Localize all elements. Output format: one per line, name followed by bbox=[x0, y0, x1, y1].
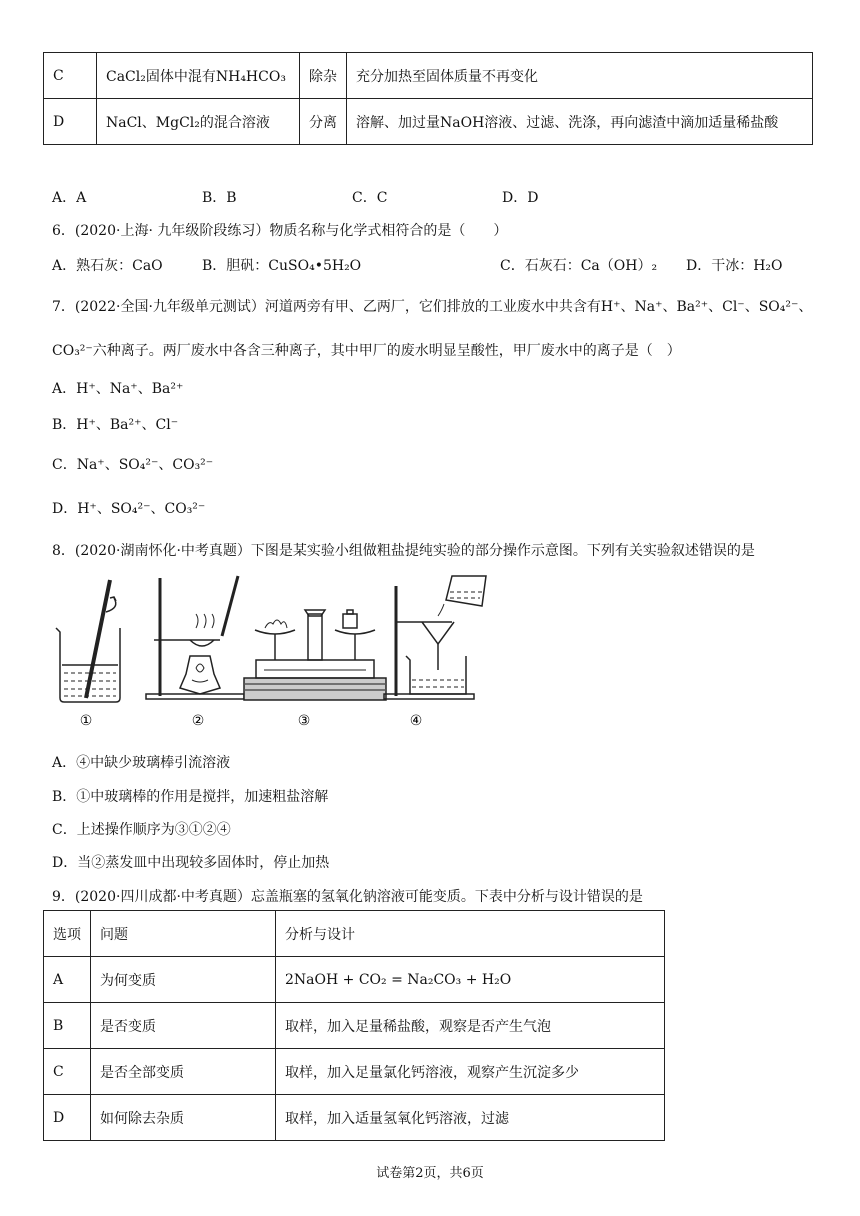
q9-table bbox=[43, 910, 665, 1141]
filtration-illustration bbox=[384, 576, 486, 699]
option-a[interactable]: A．熟石灰：CaO bbox=[52, 258, 163, 274]
row-type: 除杂 bbox=[300, 53, 347, 99]
option-c[interactable]: C．石灰石：Ca（OH）₂ bbox=[500, 258, 658, 274]
evaporation-illustration bbox=[146, 576, 244, 699]
row-type: 分离 bbox=[300, 99, 347, 145]
cell: 为何变质 bbox=[91, 957, 276, 1003]
cell: 如何除去杂质 bbox=[91, 1095, 276, 1141]
table-row bbox=[44, 53, 813, 99]
q6-stem: 6．(2020·上海· 九年级阶段练习）物质名称与化学式相符合的是（ ） bbox=[52, 223, 508, 239]
cell: 2NaOH + CO₂ = Na₂CO₃ + H₂O bbox=[276, 957, 665, 1003]
option-a[interactable]: A．A bbox=[52, 190, 87, 206]
q5-options bbox=[52, 187, 538, 207]
option-d[interactable]: D．D bbox=[502, 190, 539, 206]
q8-stem: 8．(2020·湖南怀化·中考真题）下图是某实验小组做粗盐提纯实验的部分操作示意图。下列有关实验叙述错误的是 bbox=[52, 543, 755, 559]
table-row bbox=[44, 957, 665, 1003]
cell: 取样，加入足量稀盐酸，观察是否产生气泡 bbox=[276, 1003, 665, 1049]
figure-label-4: ④ bbox=[409, 713, 423, 729]
row-label: D bbox=[44, 99, 97, 145]
row-method: 溶解、加过量NaOH溶液、过滤、洗涤，再向滤渣中滴加适量稀盐酸 bbox=[347, 99, 813, 145]
figure-label-2: ② bbox=[191, 713, 205, 729]
option-d[interactable]: D．当②蒸发皿中出现较多固体时，停止加热 bbox=[52, 855, 330, 871]
option-b[interactable]: B．H⁺、Ba²⁺、Cl⁻ bbox=[52, 417, 179, 433]
top-table bbox=[43, 52, 813, 145]
option-b[interactable]: B．胆矾：CuSO₄•5H₂O bbox=[202, 258, 362, 274]
option-b[interactable]: B．①中玻璃棒的作用是搅拌，加速粗盐溶解 bbox=[52, 789, 329, 805]
header-cell: 分析与设计 bbox=[276, 911, 665, 957]
figure-label-1: ① bbox=[79, 713, 93, 729]
row-method: 充分加热至固体质量不再变化 bbox=[347, 53, 813, 99]
cell: 取样，加入适量氢氧化钙溶液，过滤 bbox=[276, 1095, 665, 1141]
row-content: NaCl、MgCl₂的混合溶液 bbox=[97, 99, 300, 145]
option-b[interactable]: B．B bbox=[202, 190, 237, 206]
table-row bbox=[44, 1095, 665, 1141]
q7-stem-line2: CO₃²⁻六种离子。两厂废水中各含三种离子，其中甲厂的废水明显呈酸性，甲厂废水中的离子是（ ） bbox=[52, 343, 681, 359]
option-a[interactable]: A．④中缺少玻璃棒引流溶液 bbox=[52, 755, 231, 771]
cell: 是否变质 bbox=[91, 1003, 276, 1049]
header-cell: 选项 bbox=[44, 911, 91, 957]
option-c[interactable]: C．上述操作顺序为③①②④ bbox=[52, 822, 231, 838]
row-label: C bbox=[44, 53, 97, 99]
page-footer: 试卷第2页，共6页 bbox=[376, 1166, 484, 1181]
option-c[interactable]: C．C bbox=[352, 190, 388, 206]
header-cell: 问题 bbox=[91, 911, 276, 957]
row-content: CaCl₂固体中混有NH₄HCO₃ bbox=[97, 53, 300, 99]
figure-label-3: ③ bbox=[297, 713, 311, 729]
cell: A bbox=[44, 957, 91, 1003]
q7-stem-line1: 7．(2022·全国·九年级单元测试）河道两旁有甲、乙两厂，它们排放的工业废水中共含有H⁺、Na⁺、Ba²⁺、Cl⁻、SO₄²⁻、 bbox=[52, 299, 813, 315]
cell: B bbox=[44, 1003, 91, 1049]
cell: D bbox=[44, 1095, 91, 1141]
table-header-row bbox=[44, 911, 665, 957]
option-d[interactable]: D．干冰：H₂O bbox=[686, 258, 783, 274]
salt-purification-figure bbox=[50, 570, 500, 730]
cell: 取样，加入足量氯化钙溶液，观察产生沉淀多少 bbox=[276, 1049, 665, 1095]
option-a[interactable]: A．H⁺、Na⁺、Ba²⁺ bbox=[52, 381, 184, 397]
table-row bbox=[44, 99, 813, 145]
option-d[interactable]: D．H⁺、SO₄²⁻、CO₃²⁻ bbox=[52, 501, 206, 517]
q6-options bbox=[52, 255, 783, 275]
beaker-stirring-illustration bbox=[56, 580, 120, 702]
cell: 是否全部变质 bbox=[91, 1049, 276, 1095]
table-row bbox=[44, 1003, 665, 1049]
balance-illustration bbox=[244, 610, 386, 700]
option-c[interactable]: C．Na⁺、SO₄²⁻、CO₃²⁻ bbox=[52, 457, 214, 473]
cell: C bbox=[44, 1049, 91, 1095]
table-row bbox=[44, 1049, 665, 1095]
q9-stem: 9．(2020·四川成都·中考真题）忘盖瓶塞的氢氧化钠溶液可能变质。下表中分析与设计错误的是 bbox=[52, 889, 643, 905]
